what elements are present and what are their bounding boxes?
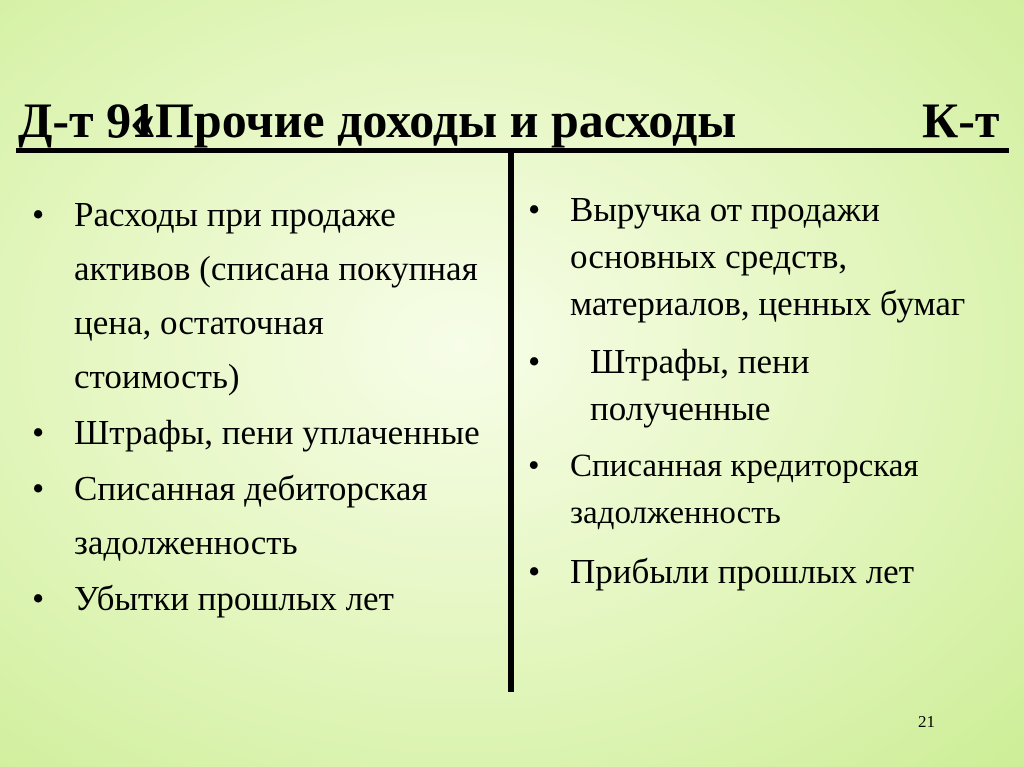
t-account-vertical-line	[508, 150, 514, 692]
credit-item-text: Прибыли прошлых лет	[570, 552, 914, 591]
title-account-name: «Прочие доходы и расходы	[130, 92, 737, 148]
bullet-icon: •	[528, 190, 541, 229]
debit-item	[32, 406, 492, 460]
title-debit-label: Д-т 91	[18, 92, 157, 148]
credit-item	[528, 443, 998, 537]
credit-item-text: Списанная кредиторская задолженность	[570, 448, 919, 531]
bullet-icon: •	[32, 469, 45, 508]
debit-item-text: Списанная дебиторская задолженность	[74, 469, 428, 562]
credit-item	[528, 548, 998, 595]
debit-item	[32, 462, 492, 570]
debit-item	[32, 572, 492, 626]
credit-item	[528, 186, 998, 327]
debit-column	[32, 188, 492, 628]
credit-item-text: Штрафы, пени полученные	[590, 342, 810, 428]
bullet-icon: •	[528, 342, 541, 381]
bullet-icon: •	[528, 552, 541, 591]
title-credit-label: К-т	[922, 92, 1000, 148]
credit-column	[528, 186, 998, 606]
page-number: 21	[918, 712, 935, 731]
credit-item-text: Выручка от продажи основных средств, материалов, ценных бумаг	[570, 190, 966, 323]
bullet-icon: •	[32, 413, 45, 452]
credit-item	[528, 338, 998, 432]
bullet-icon: •	[32, 195, 45, 234]
bullet-icon: •	[528, 448, 540, 484]
debit-item-text: Расходы при продаже активов (списана покупная цена, остаточная стоимость)	[74, 195, 478, 396]
debit-item-text: Штрафы, пени уплаченные	[74, 413, 480, 452]
debit-item	[32, 188, 492, 404]
debit-item-text: Убытки прошлых лет	[74, 579, 394, 618]
bullet-icon: •	[32, 579, 45, 618]
